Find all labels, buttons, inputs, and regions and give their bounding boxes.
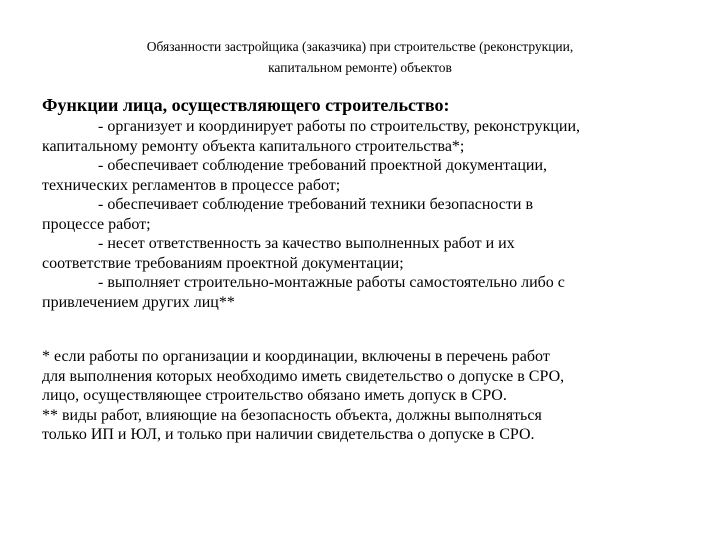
duty-1-line-1: - организует и координирует работы по строительству, реконструкции, [98,118,581,135]
duty-3-line-2: процессе работ; [42,215,151,233]
duty-4-line-2: соответствие требованиям проектной документации; [42,254,404,272]
footnote-1-line-1: * если работы по организации и координации, включены в перечень работ [42,348,550,365]
duty-5-line-2: привлечением других лиц** [42,293,235,311]
title-line-2: капитальном ремонте) объектов [268,60,452,75]
title-line-1: Обязанности застройщика (заказчика) при строительстве (реконструкции, [146,39,574,54]
duty-3-line-1: - обеспечивает соблюдение требований техники безопасности в [98,196,534,213]
duty-2-line-1: - обеспечивает соблюдение требований проектной документации, [98,157,548,174]
document-title [60,36,660,78]
duty-4-line-1: - несет ответственность за качество выполненных работ и их [98,235,515,252]
duties-list [42,117,702,312]
footnote-1-line-2: для выполнения которых необходимо иметь свидетельство о допуске в СРО, [42,367,565,385]
footnote-2-line-1: ** виды работ, влияющие на безопасность объекта, должны выполняться [42,406,542,424]
duty-1-line-2: капитальному ремонту объекта капитального строительства*; [42,137,465,155]
duty-5-line-1: - выполняет строительно-монтажные работы самостоятельно либо с [98,274,565,291]
footnote-1-line-3: лицо, осуществляющее строительство обязано иметь допуск в СРО. [42,387,507,404]
section-heading: Функции лица, осуществляющего строительство: [42,95,450,115]
footnotes [42,347,702,445]
footnote-2-line-2: только ИП и ЮЛ, и только при наличии свидетельства о допуске в СРО. [42,426,535,443]
duty-2-line-2: технических регламентов в процессе работ; [42,176,341,194]
